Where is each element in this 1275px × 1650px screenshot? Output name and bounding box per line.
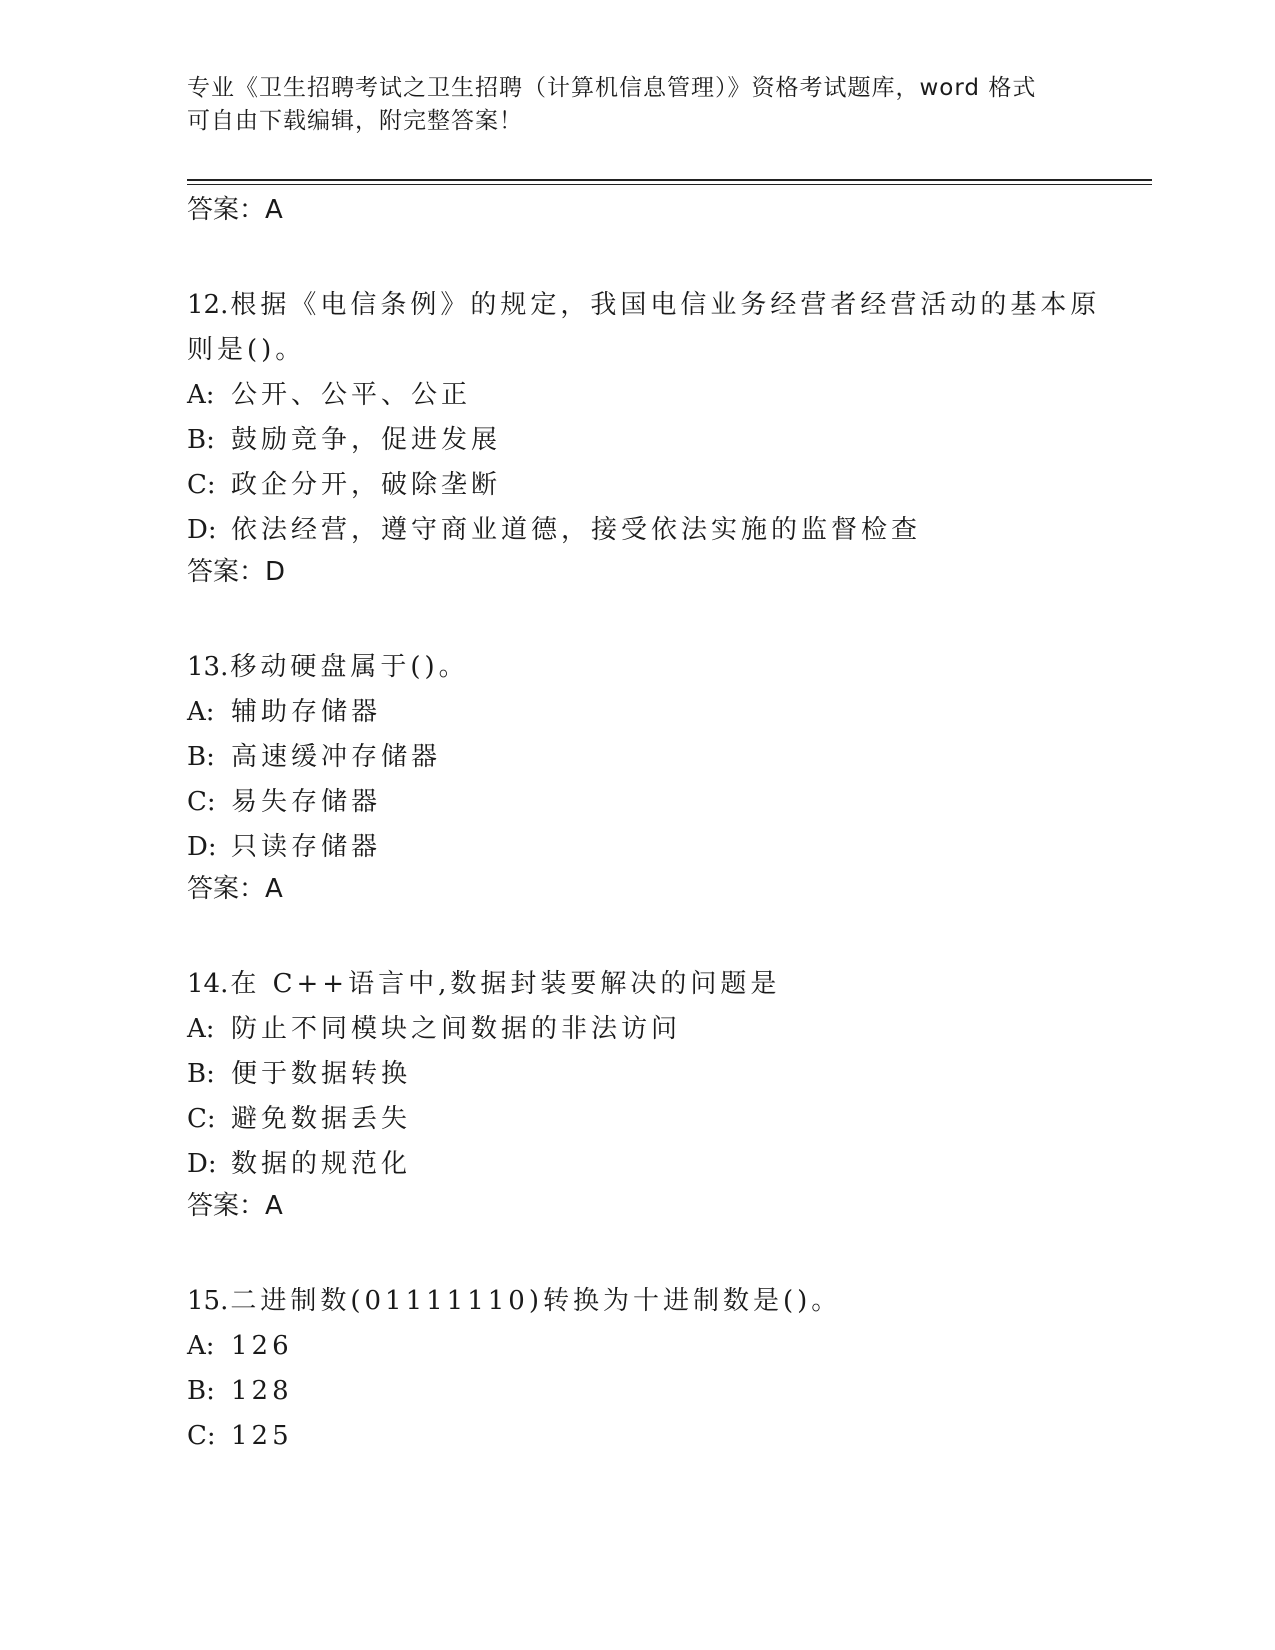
question-stem [187, 1279, 1147, 1324]
answer-value: A [265, 874, 283, 904]
option-c [187, 1097, 1147, 1142]
header-line-2: 可自由下载编辑，附完整答案！ [187, 108, 523, 134]
option-letter: D: [187, 1149, 217, 1179]
option-text: 高速缓冲存储器 [231, 742, 442, 772]
question-number: 15. [187, 1286, 229, 1316]
option-c [187, 463, 1147, 508]
question-list [187, 193, 1147, 1459]
option-letter: B: [187, 425, 215, 455]
answer-line [187, 193, 1147, 227]
document-header [187, 72, 1087, 138]
option-d [187, 1142, 1147, 1187]
question-13 [187, 645, 1147, 906]
question-number: 13. [187, 652, 229, 682]
option-text: 鼓励竞争，促进发展 [231, 425, 502, 455]
option-letter: A: [187, 697, 215, 727]
option-a [187, 1324, 1147, 1369]
header-rule-thick [187, 179, 1152, 181]
option-letter: B: [187, 1376, 215, 1406]
question-stem [187, 283, 1147, 373]
question-stem [187, 962, 1147, 1007]
option-letter: C: [187, 787, 216, 817]
question-text: 二进制数(01111110)转换为十进制数是()。 [230, 1286, 842, 1316]
question-text: 根据《电信条例》的规定，我国电信业务经营者经营活动的基本原 [230, 290, 1101, 320]
question-text: 移动硬盘属于()。 [230, 652, 469, 682]
answer-value: A [265, 195, 283, 225]
question-stem [187, 645, 1147, 690]
header-rule-thin [187, 184, 1152, 185]
option-letter: A: [187, 1331, 215, 1361]
question-15 [187, 1279, 1147, 1459]
option-text: 辅助存储器 [231, 697, 382, 727]
question-text: 在 C++语言中,数据封装要解决的问题是 [230, 969, 781, 999]
answer-line [187, 1189, 1147, 1223]
question-number: 12. [187, 290, 229, 320]
answer-label: 答案： [187, 195, 266, 225]
option-text: 公开、公平、公正 [231, 380, 472, 410]
question-text-cont: 则是()。 [187, 335, 306, 365]
option-text: 数据的规范化 [231, 1149, 412, 1179]
option-letter: D: [187, 515, 217, 545]
option-text: 政企分开，破除垄断 [231, 470, 502, 500]
option-letter: A: [187, 1014, 215, 1044]
answer-label: 答案： [187, 1191, 266, 1221]
option-a [187, 690, 1147, 735]
option-d [187, 508, 1147, 553]
answer-label: 答案： [187, 874, 266, 904]
option-a [187, 373, 1147, 418]
option-text: 避免数据丢失 [231, 1104, 412, 1134]
question-14 [187, 962, 1147, 1223]
option-text: 便于数据转换 [231, 1059, 412, 1089]
option-text: 126 [231, 1331, 293, 1361]
option-letter: C: [187, 1421, 216, 1451]
answer-label: 答案： [187, 557, 266, 587]
option-letter: D: [187, 832, 217, 862]
option-b [187, 1369, 1147, 1414]
option-letter: B: [187, 742, 215, 772]
header-line-1: 专业《卫生招聘考试之卫生招聘（计算机信息管理）》资格考试题库，word 格式 [187, 75, 1037, 101]
option-c [187, 780, 1147, 825]
option-letter: C: [187, 1104, 216, 1134]
option-text: 依法经营，遵守商业道德，接受依法实施的监督检查 [231, 515, 922, 545]
option-b [187, 1052, 1147, 1097]
option-d [187, 825, 1147, 870]
option-letter: A: [187, 380, 215, 410]
option-b [187, 735, 1147, 780]
answer-value: D [265, 557, 286, 587]
option-a [187, 1007, 1147, 1052]
question-12 [187, 283, 1147, 589]
option-text: 防止不同模块之间数据的非法访问 [231, 1014, 682, 1044]
question-number: 14. [187, 969, 229, 999]
option-letter: B: [187, 1059, 215, 1089]
option-text: 128 [231, 1376, 293, 1406]
option-c [187, 1414, 1147, 1459]
answer-value: A [265, 1191, 283, 1221]
option-text: 125 [231, 1421, 293, 1451]
option-text: 只读存储器 [231, 832, 382, 862]
option-b [187, 418, 1147, 463]
answer-line [187, 555, 1147, 589]
option-text: 易失存储器 [231, 787, 382, 817]
option-letter: C: [187, 470, 216, 500]
answer-line [187, 872, 1147, 906]
